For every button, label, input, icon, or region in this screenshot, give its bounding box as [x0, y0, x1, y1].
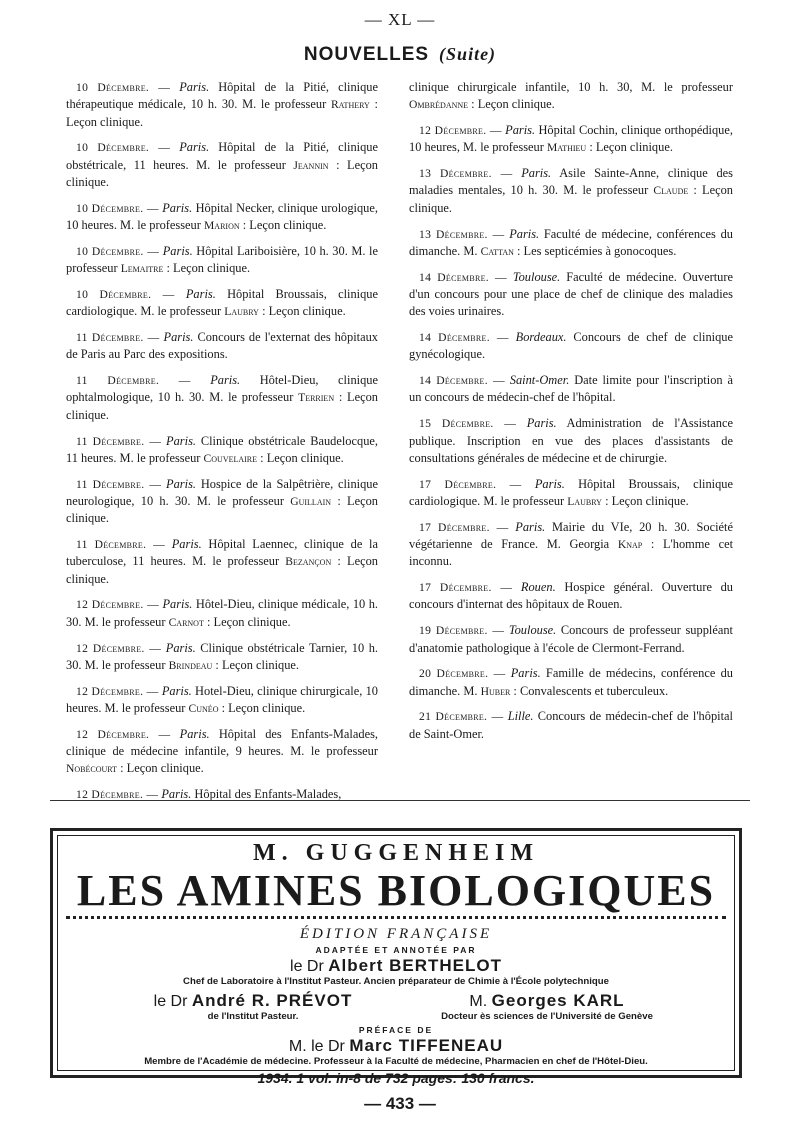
- entry-city: Toulouse.: [508, 623, 557, 638]
- entry-professor: Huber: [480, 684, 511, 698]
- entry-city: Rouen.: [520, 580, 556, 595]
- entry-tail: : Leçon clinique.: [409, 183, 733, 215]
- entry-date: 13 Décembre. —: [419, 167, 513, 181]
- news-entry: [66, 372, 378, 424]
- entry-city: Paris.: [521, 166, 552, 181]
- entry-professor: Mathieu: [547, 141, 587, 155]
- news-entry: [66, 726, 378, 778]
- entry-date: 11 Décembre. —: [76, 374, 191, 388]
- entry-date: 20 Décembre. —: [419, 667, 506, 681]
- entry-city: Bordeaux.: [515, 330, 567, 345]
- entry-text: Famille de médecins, conférence du dimanche. M.: [409, 666, 733, 698]
- entry-date: 12 Décembre. —: [76, 727, 171, 741]
- entry-city: Saint-Omer.: [509, 373, 570, 388]
- entry-city: Lille.: [507, 709, 534, 724]
- entry-professor: Ombrédanne: [409, 98, 469, 112]
- entry-professor: Rathery: [330, 98, 370, 112]
- entry-city: Paris.: [162, 200, 193, 215]
- entry-date: 10 Décembre. —: [76, 287, 175, 301]
- entry-text: Administration de l'Assistance publique. Inscription en vue des places d'assistants de consultations générales de médecine et de chirurgie.: [409, 416, 733, 465]
- entry-tail: : Leçon clinique.: [206, 614, 291, 629]
- entry-city: Paris.: [526, 416, 557, 431]
- entry-tail: : Les septicémies à gonocoques.: [517, 243, 677, 258]
- ad-translator-1-role: Chef de Laboratoire à l'Institut Pasteur. Ancien préparateur de Chimie à l'École polytechnique: [183, 976, 609, 987]
- ad-translator-3-name: Georges KARL: [491, 991, 625, 1010]
- entry-city: Paris.: [509, 226, 540, 241]
- ad-preface-name: Marc TIFFENEAU: [349, 1036, 504, 1055]
- news-entry: [409, 372, 733, 407]
- section-title-text: NOUVELLES: [303, 44, 430, 65]
- entry-date: 19 Décembre. —: [419, 624, 505, 638]
- news-entry: [409, 79, 733, 114]
- news-entry: [409, 708, 733, 743]
- entry-professor: Couvelaire: [203, 451, 258, 465]
- entry-city: Paris.: [179, 726, 210, 741]
- entry-city: Paris.: [162, 243, 193, 258]
- news-entry: [409, 476, 733, 511]
- entry-text: Date limite pour l'inscription à un concours de médecin-chef de l'hôpital.: [409, 373, 733, 405]
- entry-date: 12 Décembre. —: [76, 641, 162, 655]
- section-title-suite: (Suite): [439, 44, 497, 64]
- entry-city: Paris.: [166, 476, 196, 491]
- entry-professor: Carnot: [168, 615, 204, 629]
- entry-text: Hôpital des Enfants-Malades,: [194, 787, 342, 802]
- entry-date: 10 Décembre. —: [76, 141, 171, 155]
- entry-text: Concours de l'externat des hôpitaux de Paris au Parc des expositions.: [66, 330, 378, 362]
- entry-professor: Bezançon: [285, 555, 332, 569]
- news-entry: [66, 596, 378, 631]
- news-entry: [409, 329, 733, 364]
- news-entry: [66, 536, 378, 588]
- news-entry: [409, 415, 733, 467]
- entry-tail: : Leçon clinique.: [166, 261, 251, 276]
- entry-professor: Claude: [653, 184, 689, 198]
- entry-date: 10 Décembre. —: [76, 244, 160, 258]
- ad-edition: ÉDITION FRANÇAISE: [299, 926, 493, 942]
- entry-professor: Brindeau: [168, 658, 213, 672]
- entry-text: Concours de chef de clinique gynécologique.: [409, 330, 733, 362]
- entry-date: 11 Décembre. —: [76, 331, 160, 345]
- entry-text: Hôpital de la Pitié, clinique obstétricale, 11 heures. M. le professeur: [66, 140, 378, 172]
- ad-preface-role: Membre de l'Académie de médecine. Professeur à la Faculté de médecine, Pharmacien en chef de l'Hôtel-Dieu.: [144, 1056, 648, 1067]
- entry-date: 21 Décembre. —: [419, 710, 504, 724]
- entry-date: 12 Décembre. —: [76, 598, 159, 612]
- entry-tail: : L'homme cet inconnu.: [409, 537, 734, 569]
- page-number-bottom: — 433 —: [364, 1094, 436, 1113]
- entry-city: Paris.: [510, 666, 541, 681]
- entry-date: 10 Décembre. —: [76, 201, 159, 215]
- entry-city: Paris.: [185, 286, 216, 301]
- ad-translators-row: [58, 991, 734, 1023]
- entry-text: Hôpital Lariboisière, 10 h. 30. M. le professeur: [66, 243, 378, 276]
- news-entry: [409, 269, 733, 321]
- news-entry: [409, 579, 733, 614]
- entry-text: Clinique obstétricale Tarnier, 10 h. 30. M. le professeur: [66, 640, 378, 672]
- entry-text: Hôpital Broussais, clinique cardiologique. M. le professeur: [409, 476, 733, 508]
- entry-tail: : Convalescents et tuberculeux.: [513, 683, 669, 698]
- entry-date: 11 Décembre. —: [76, 477, 162, 491]
- right-column: [409, 79, 733, 752]
- entry-tail: : Leçon clinique.: [260, 450, 344, 465]
- entry-date: 11 Décembre. —: [76, 434, 162, 448]
- entry-tail: : Leçon clinique.: [589, 140, 673, 155]
- entry-professor: Laubry: [567, 494, 602, 508]
- advertisement-inner-border: [57, 835, 735, 1086]
- ad-translator-1: [58, 956, 734, 976]
- news-entry: [66, 286, 378, 321]
- entry-tail: : Leçon clinique.: [66, 157, 378, 189]
- entry-text: clinique chirurgicale infantile, 10 h. 30, M. le professeur: [409, 80, 733, 94]
- entry-city: Paris.: [166, 433, 196, 448]
- ad-preface-author: [58, 1036, 734, 1056]
- entry-city: Paris.: [534, 476, 565, 491]
- news-entry: [409, 622, 733, 657]
- entry-text: Faculté de médecine. Ouverture d'un concours pour une place de chef de clinique des maladies des voies urinaires.: [409, 269, 733, 319]
- news-entry: [409, 665, 733, 700]
- news-entry: [66, 476, 378, 528]
- entry-text: Clinique obstétricale Baudelocque, 11 heures. M. le professeur: [66, 433, 378, 465]
- ad-translator-1-name: Albert BERTHELOT: [328, 956, 502, 975]
- entry-city: Paris.: [179, 140, 210, 155]
- entry-tail: : Leçon clinique.: [66, 493, 379, 526]
- divider: [50, 800, 750, 801]
- entry-tail: : Leçon clinique.: [66, 390, 378, 422]
- entry-professor: Cunéo: [188, 701, 219, 715]
- news-entry: [66, 433, 378, 468]
- entry-text: Faculté de médecine, conférences du dimanche. M.: [409, 226, 733, 258]
- entry-city: Paris.: [179, 80, 210, 94]
- entry-date: 15 Décembre. —: [419, 417, 517, 431]
- ad-author: M. GUGGENHEIM: [253, 840, 539, 866]
- entry-city: Paris.: [161, 787, 192, 802]
- entry-text: Hôtel-Dieu, clinique médicale, 10 h. 30. M. le professeur: [66, 597, 378, 629]
- page-number-top: — XL —: [364, 10, 436, 29]
- entry-tail: : Leçon clinique.: [242, 218, 327, 233]
- entry-city: Paris.: [210, 373, 241, 388]
- entry-tail: : Leçon clinique.: [605, 493, 689, 508]
- news-entry: [66, 683, 378, 718]
- entry-professor: Marion: [204, 219, 240, 233]
- entry-date: 12 Décembre. —: [76, 788, 159, 802]
- ad-translator-3-prefix: M.: [469, 993, 488, 1010]
- entry-text: Hôpital Cochin, clinique orthopédique, 10 heures, M. le professeur: [409, 123, 733, 155]
- entry-date: 17 Décembre. —: [419, 581, 513, 595]
- ad-dotted-rule: [66, 916, 726, 919]
- entry-date: 14 Décembre. —: [419, 374, 505, 388]
- entry-city: Paris.: [165, 640, 196, 655]
- ad-book-title: LES AMINES BIOLOGIQUES: [76, 866, 716, 915]
- entry-tail: : Leçon clinique.: [66, 97, 378, 129]
- news-entry: [66, 200, 378, 235]
- entry-date: 12 Décembre. —: [76, 684, 159, 698]
- entry-date: 12 Décembre. —: [419, 124, 502, 138]
- ad-translator-2-role: de l'Institut Pasteur.: [207, 1011, 299, 1022]
- entry-text: Hotel-Dieu, clinique chirurgicale, 10 heures. M. le professeur: [66, 683, 378, 715]
- ad-translator-2-prefix: le Dr: [153, 993, 188, 1010]
- entry-tail: : Leçon clinique.: [120, 761, 204, 776]
- entry-professor: Jeannin: [293, 158, 329, 172]
- news-entry: [409, 519, 733, 571]
- entry-text: Hôpital de la Pitié, clinique thérapeutique médicale, 10 h. 30. M. le professeur: [66, 80, 378, 112]
- ad-translator-2: [106, 991, 400, 1023]
- entry-tail: : Leçon clinique.: [66, 554, 378, 586]
- entry-text: Hospice de la Salpêtrière, clinique neurologique, 10 h. 30. M. le professeur: [66, 476, 378, 508]
- ad-price: 1934. 1 vol. in-8 de 732 pages: 130 francs.: [257, 1070, 535, 1086]
- entry-text: Hôpital des Enfants-Malades, clinique de médecine infantile, 9 heures. M. le professeur: [66, 726, 378, 758]
- entry-city: Paris.: [505, 123, 536, 138]
- entry-professor: Lemaitre: [120, 262, 164, 276]
- ad-translator-2-name: André R. PRÉVOT: [191, 991, 353, 1010]
- entry-date: 17 Décembre. —: [419, 477, 522, 491]
- entry-date: 14 Décembre. —: [419, 331, 509, 345]
- entry-city: Paris.: [161, 683, 192, 698]
- ad-adapted-by: ADAPTÉE ET ANNOTÉE PAR: [315, 945, 477, 955]
- ad-preface-label: PRÉFACE DE: [358, 1025, 434, 1035]
- ad-translator-3-role: Docteur ès sciences de l'Université de Genève: [441, 1011, 653, 1022]
- entry-city: Paris.: [515, 519, 546, 534]
- section-title: [0, 44, 800, 66]
- entry-text: Hôtel-Dieu, clinique ophtalmologique, 10 h. 30. M. le professeur: [66, 373, 378, 405]
- entry-professor: Guillain: [290, 494, 332, 508]
- entry-professor: Terrien: [298, 391, 335, 405]
- entry-text: Hôpital Broussais, clinique cardiologique. M. le professeur: [66, 286, 378, 319]
- entry-city: Paris.: [163, 330, 194, 345]
- news-entry: [66, 329, 378, 364]
- news-entry: [66, 139, 378, 191]
- entry-tail: : Leçon clinique.: [215, 657, 300, 672]
- entry-text: Hôpital Necker, clinique urologique, 10 heures. M. le professeur: [66, 200, 378, 233]
- entry-professor: Knap: [617, 538, 643, 552]
- entry-text: Concours de professeur suppléant d'anatomie pathologique à l'école de Clermont-Ferrand.: [409, 623, 733, 655]
- entry-text: Asile Sainte-Anne, clinique des maladies mentales, 10 h. 30. M. le professeur: [409, 166, 733, 198]
- news-entry: [66, 243, 378, 278]
- left-column: [66, 79, 378, 812]
- entry-text: Concours de médecin-chef de l'hôpital de Saint-Omer.: [409, 709, 733, 741]
- entry-professor: Nobécourt: [66, 762, 118, 776]
- entry-date: 17 Décembre. —: [419, 520, 509, 534]
- entry-tail: : Leçon clinique.: [221, 700, 306, 715]
- entry-city: Paris.: [162, 597, 193, 612]
- entry-text: Hôpital Laennec, clinique de la tuberculose, 11 heures. M. le professeur: [66, 537, 378, 569]
- entry-tail: : Leçon clinique.: [471, 97, 555, 112]
- entry-date: 13 Décembre. —: [419, 227, 505, 241]
- entry-tail: : Leçon clinique.: [262, 304, 346, 319]
- ad-translator-3: [400, 991, 694, 1023]
- entry-professor: Laubry: [224, 305, 259, 319]
- news-entry: [409, 226, 733, 261]
- news-entry: [66, 640, 378, 675]
- ad-translator-1-prefix: le Dr: [290, 958, 324, 975]
- entry-date: 14 Décembre. —: [419, 270, 507, 284]
- entry-city: Toulouse.: [512, 269, 561, 284]
- entry-text: Hospice général. Ouverture du concours d'internat des hôpitaux de Rouen.: [409, 580, 733, 612]
- entry-date: 11 Décembre. —: [76, 538, 166, 552]
- news-entry: [409, 122, 733, 157]
- news-entry: [409, 165, 733, 217]
- news-entry: [66, 79, 378, 131]
- entry-text: Mairie du VIe, 20 h. 30. Société végétarienne de France. M. Georgia: [409, 519, 733, 552]
- entry-date: 10 Décembre. —: [76, 81, 171, 94]
- advertisement: [50, 828, 742, 1086]
- ad-preface-prefix: M. le Dr: [288, 1038, 345, 1055]
- entry-professor: Cattan: [480, 244, 514, 258]
- entry-city: Paris.: [171, 537, 202, 552]
